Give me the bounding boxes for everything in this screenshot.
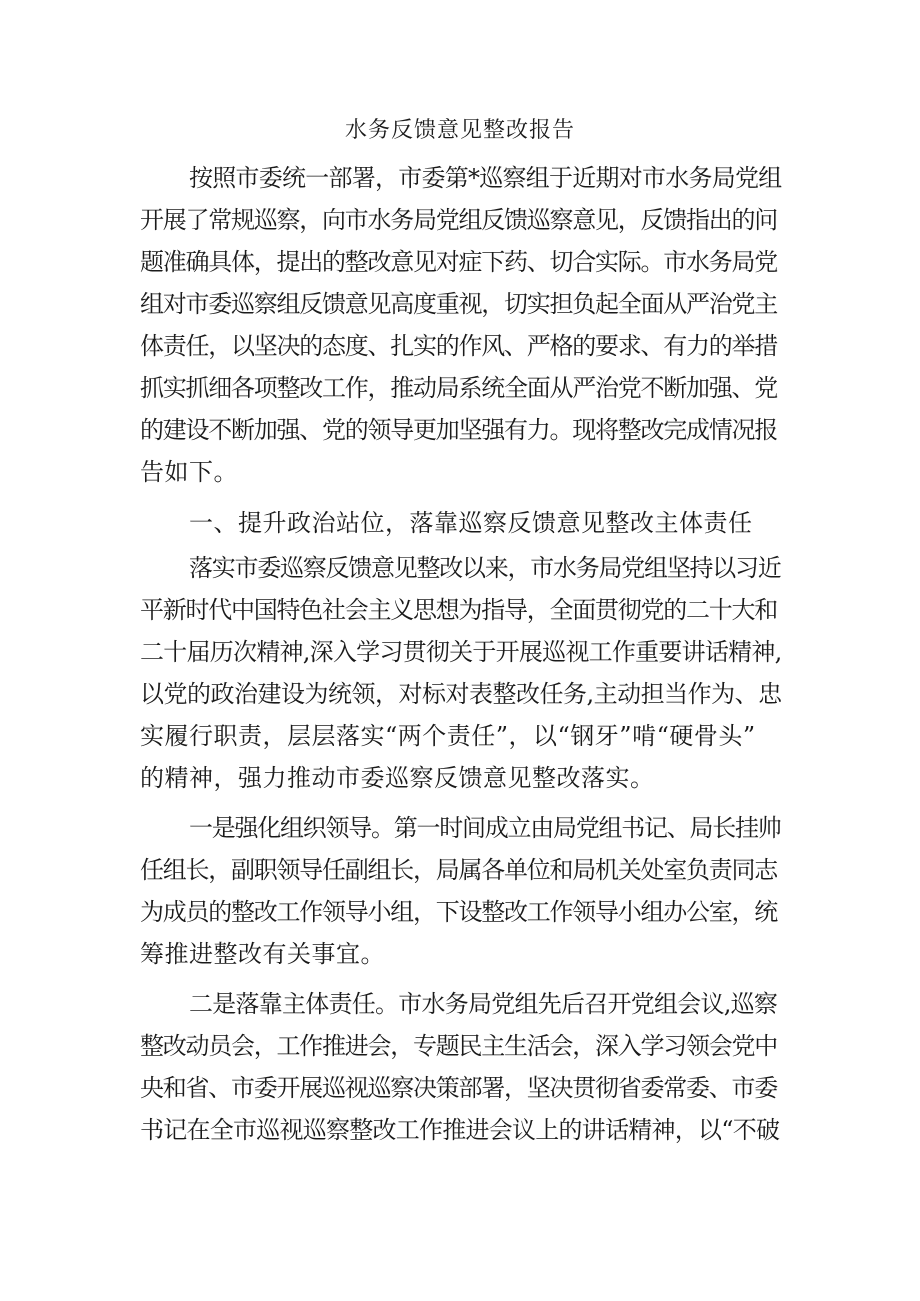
paragraph-line: 书记在全市巡视巡察整改工作推进会议上的讲话精神，以“不破 [140, 1116, 780, 1144]
paragraph-line: 按照市委统一部署，市委第*巡察组于近期对市水务局党组 [189, 164, 782, 192]
paragraph-line: 一是强化组织领导。第一时间成立由局党组书记、局长挂帅 [189, 814, 781, 842]
paragraph-line: 落实市委巡察反馈意见整改以来，市水务局党组坚持以习近 [189, 554, 781, 582]
paragraph-line: 组对市委巡察组反馈意见高度重视，切实担负起全面从严治党主 [140, 290, 777, 318]
paragraph-line: 告如下。 [140, 458, 238, 486]
document-title: 水务反馈意见整改报告 [344, 118, 575, 143]
section-heading: 一、提升政治站位，落靠巡察反馈意见整改主体责任 [189, 509, 753, 537]
paragraph-line: 题准确具体，提出的整改意见对症下药、切合实际。市水务局党 [140, 248, 777, 276]
paragraph-line: 央和省、市委开展巡视巡察决策部署，坚决贯彻省委常委、市委 [140, 1074, 777, 1102]
paragraph-line: 整改动员会，工作推进会，专题民主生活会，深入学习领会党中 [140, 1032, 777, 1060]
paragraph-line: 为成员的整改工作领导小组，下设整改工作领导小组办公室，统 [140, 898, 777, 926]
paragraph-line: 任组长，副职领导任副组长，局属各单位和局机关处室负责同志 [140, 856, 777, 884]
paragraph-line: 抓实抓细各项整改工作，推动局系统全面从严治党不断加强、党 [140, 374, 777, 402]
paragraph-line: 二十届历次精神,深入学习贯彻关于开展巡视工作重要讲话精神, [140, 638, 782, 666]
paragraph-line: 的建设不断加强、党的领导更加坚强有力。现将整改完成情况报 [140, 416, 777, 444]
paragraph-line: 平新时代中国特色社会主义思想为指导，全面贯彻党的二十大和 [140, 596, 777, 624]
paragraph-line: 开展了常规巡察，向市水务局党组反馈巡察意见，反馈指出的问 [140, 206, 777, 234]
paragraph-line: 筹推进整改有关事宜。 [140, 940, 385, 968]
paragraph-line: 实履行职责，层层落实“两个责任”，以“钢牙”啃“硬骨头” [140, 722, 756, 750]
paragraph-line: 二是落靠主体责任。市水务局党组先后召开党组会议,巡察 [189, 990, 778, 1018]
paragraph-line: 体责任，以坚决的态度、扎实的作风、严格的要求、有力的举措 [140, 332, 777, 360]
paragraph-line: 的精神，强力推动市委巡察反馈意见整改落实。 [140, 764, 655, 792]
paragraph-line: 以党的政治建设为统领，对标对表整改任务,主动担当作为、忠 [140, 680, 782, 708]
